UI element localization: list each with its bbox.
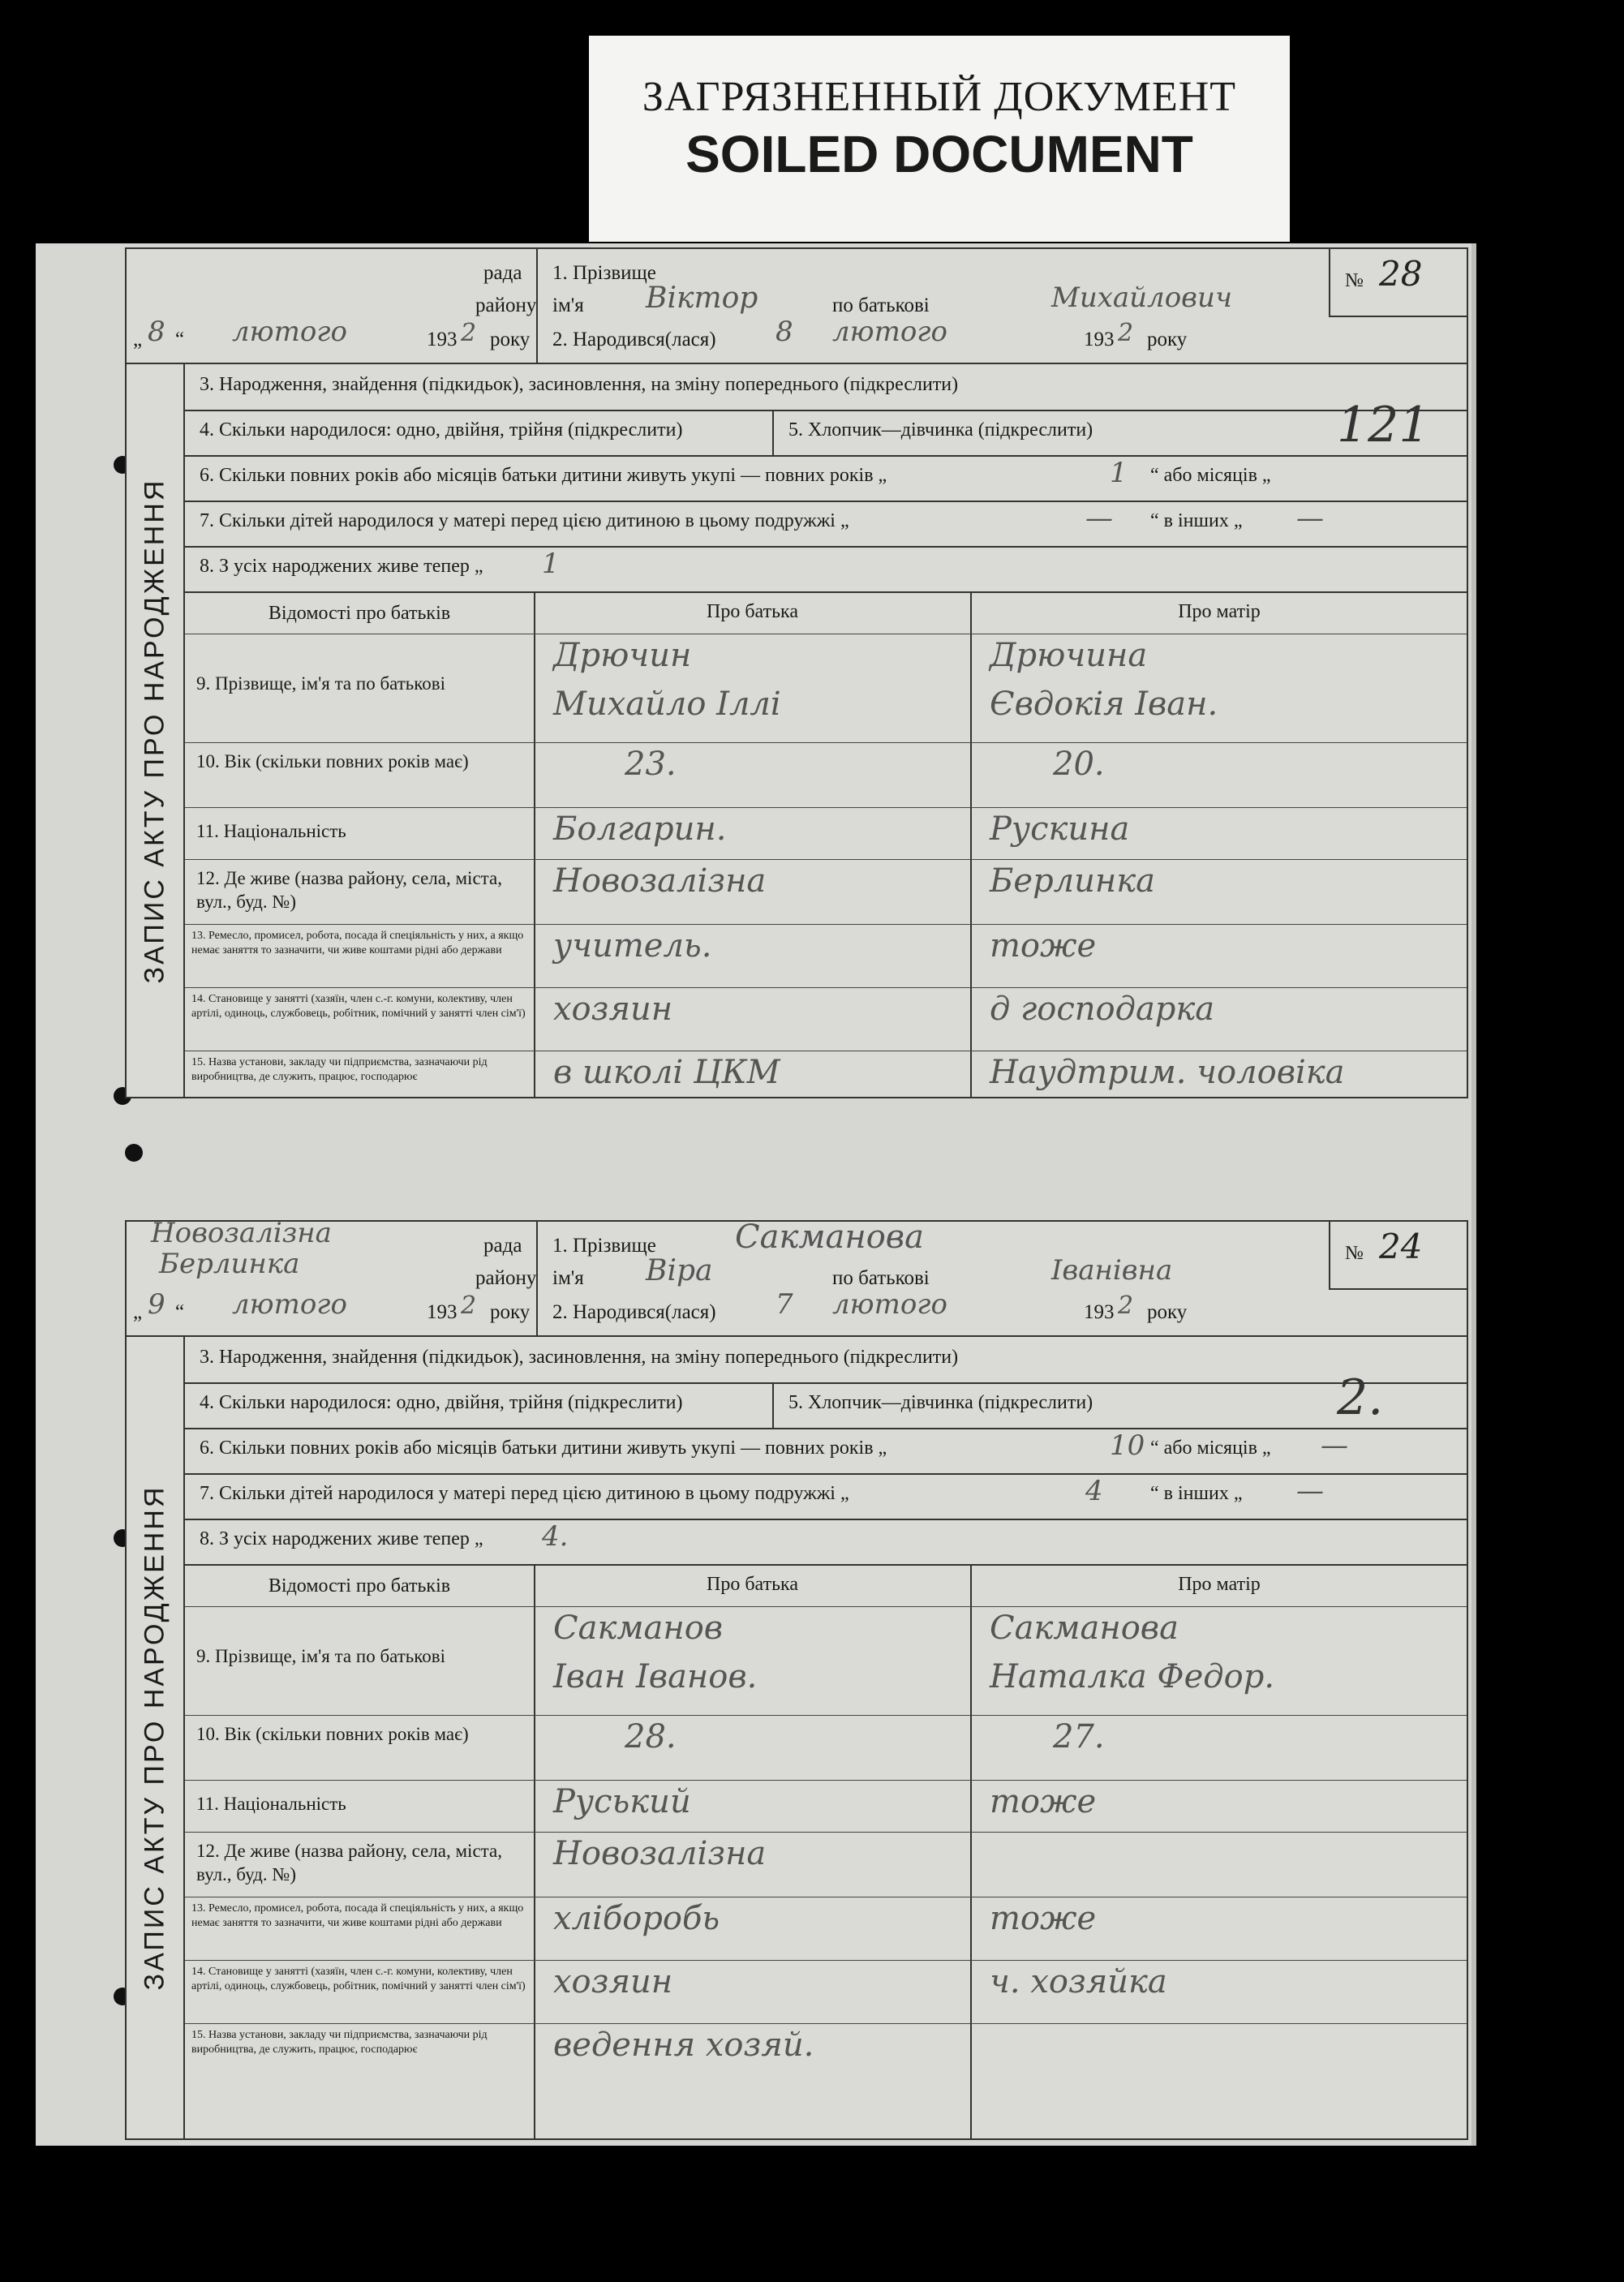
question-7: 7. Скільки дітей народилося у матері перед цією дитиною в цьому подружжі „ <box>200 1483 849 1504</box>
father-workplace: ведення хозяй. <box>553 2026 814 2064</box>
father-name: Михайло Іллі <box>553 685 781 723</box>
name-label: ім'я <box>552 1267 584 1289</box>
born-month: лютого <box>832 316 947 348</box>
register-page <box>36 243 1476 2146</box>
parents-table-header <box>185 1566 1467 1607</box>
question-6: 6. Скільки повних років або місяців батьки дитини живуть укупі — повних років „ <box>200 1438 887 1459</box>
row-12-residence <box>185 1832 1467 1897</box>
mother-status: д господарка <box>990 991 1215 1028</box>
row-13-label: 13. Ремесло, промисел, робота, посада й спеціяльність у них, а якщо немає заняття то зазначити, чи живе коштами рідні або держави <box>191 930 524 956</box>
reg-year-digit: 2 <box>461 1291 477 1320</box>
rada-label: рада <box>483 262 522 284</box>
margin-note: 2. <box>1337 1369 1384 1426</box>
question-7-row <box>185 501 1467 548</box>
reg-year-prefix: 193 <box>427 329 458 350</box>
born-year-label: року <box>1147 329 1188 350</box>
rayon-label: району <box>475 294 537 316</box>
record-number-box <box>1329 249 1467 317</box>
mother-nationality: Рускина <box>990 810 1130 848</box>
row-13-label: 13. Ремесло, промисел, робота, посада й спеціяльність у них, а якщо немає заняття то зазначити, чи живе коштами рідні або держави <box>191 1902 524 1929</box>
col-father: Про батька <box>707 1574 798 1595</box>
q7-other: — <box>1296 1475 1324 1507</box>
reg-year-label: року <box>490 329 531 350</box>
col-mother: Про матір <box>1178 1574 1261 1595</box>
born-year-label: року <box>1147 1301 1188 1323</box>
rada-value: Новозалізна <box>151 1217 332 1249</box>
birth-record-card <box>125 1217 1468 2140</box>
row-9-name <box>185 634 1467 743</box>
q6-years: 10 <box>1110 1429 1145 1462</box>
born-year-digit: 2 <box>1118 319 1134 347</box>
mother-workplace: Наудтрим. чоловіка <box>990 1054 1345 1091</box>
row-9-name <box>185 1606 1467 1716</box>
surname-label: 1. Прізвище <box>552 1235 656 1257</box>
rayon-value: Берлинка <box>159 1248 300 1280</box>
record-number-box <box>1329 1222 1467 1290</box>
rada-label: рада <box>483 1235 522 1257</box>
col-parents-info: Відомості про батьків <box>268 603 451 624</box>
mother-name: Євдокія Іван. <box>990 685 1218 723</box>
q6-months: — <box>1321 1429 1348 1462</box>
question-8-row <box>185 1519 1467 1566</box>
row-9-label: 9. Прізвище, ім'я та по батькові <box>196 1646 446 1666</box>
number-sign: № <box>1345 1243 1364 1264</box>
mother-status: ч. хозяйка <box>990 1963 1167 2001</box>
child-name: Віра <box>646 1254 713 1287</box>
patronymic-label: по батькові <box>832 294 930 316</box>
q7-other: — <box>1296 502 1324 535</box>
row-12-label: 12. Де живе (назва району, села, міста, вул., буд. №) <box>196 868 502 912</box>
reg-day: 9 <box>148 1288 165 1321</box>
question-6-row <box>185 455 1467 502</box>
question-6-row <box>185 1428 1467 1475</box>
child-patronymic: Михайлович <box>1051 281 1233 314</box>
father-age: 28. <box>625 1718 677 1756</box>
q7-this-marriage: 4 <box>1085 1475 1103 1507</box>
parents-table <box>185 593 1467 1097</box>
side-title-column <box>127 1337 185 2138</box>
question-3: 3. Народження, знайдення (підкидьок), засиновлення, на зміну попереднього (підкреслити) <box>200 1347 959 1368</box>
row-15-workplace <box>185 2023 1467 2138</box>
father-residence: Новозалізна <box>553 862 767 900</box>
col-father: Про батька <box>707 601 798 622</box>
question-6-months-label: “ або місяців „ <box>1150 1438 1271 1459</box>
mother-occupation: тоже <box>990 927 1097 965</box>
row-14-label: 14. Становище у занятті (хазяїн, член с.-г. комуни, колективу, член артілі, одиноць, службовець, робітник, помічний у занятті член сім'ї) <box>191 1966 526 1992</box>
mother-residence: Берлинка <box>990 862 1155 900</box>
mother-age: 20. <box>1053 746 1105 783</box>
mother-occupation: тоже <box>990 1900 1097 1937</box>
question-7-row <box>185 1473 1467 1520</box>
row-11-nationality <box>185 1780 1467 1833</box>
born-label: 2. Народився(лася) <box>552 1301 716 1323</box>
born-year-prefix: 193 <box>1084 329 1115 350</box>
stamp-english: SOILED DOCUMENT <box>685 125 1193 183</box>
number-sign: № <box>1345 270 1364 291</box>
father-workplace: в школі ЦКМ <box>553 1054 780 1091</box>
birth-record-card <box>125 247 1468 1098</box>
question-4: 4. Скільки народилося: одно, двійня, трійня (підкреслити) <box>200 1392 683 1413</box>
mother-surname: Сакманова <box>990 1609 1179 1647</box>
question-3-row <box>185 1337 1467 1384</box>
row-9-label: 9. Прізвище, ім'я та по батькові <box>196 673 446 694</box>
row-11-label: 11. Національність <box>196 821 346 841</box>
rayon-label: району <box>475 1267 537 1289</box>
q8-living: 4. <box>542 1520 569 1553</box>
side-title-column <box>127 364 185 1097</box>
row-10-label: 10. Вік (скільки повних років має) <box>196 751 469 771</box>
row-11-nationality <box>185 807 1467 860</box>
stamp-russian: ЗАГРЯЗНЕННЫЙ ДОКУМЕНТ <box>642 74 1237 120</box>
margin-note: 121 <box>1337 397 1430 453</box>
born-year-digit: 2 <box>1118 1291 1134 1320</box>
row-15-label: 15. Назва установи, закладу чи підприємства, зазначаючи рід виробництва, де служить, працює, господарює <box>191 2029 488 2056</box>
reg-year-prefix: 193 <box>427 1301 458 1323</box>
mother-name: Наталка Федор. <box>990 1658 1275 1695</box>
born-day: 7 <box>775 1288 793 1321</box>
surname-label: 1. Прізвище <box>552 262 656 284</box>
question-4: 4. Скільки народилося: одно, двійня, трійня (підкреслити) <box>200 419 683 440</box>
father-status: хозяин <box>553 1963 673 2001</box>
question-8: 8. З усіх народжених живе тепер „ <box>200 556 483 577</box>
row-15-label: 15. Назва установи, закладу чи підприємства, зазначаючи рід виробництва, де служить, працює, господарює <box>191 1056 488 1083</box>
reg-month: лютого <box>232 1288 347 1321</box>
father-nationality: Руський <box>553 1783 691 1820</box>
row-14-status <box>185 987 1467 1051</box>
reg-month: лютого <box>232 316 347 348</box>
question-5: 5. Хлопчик—дівчинка (підкреслити) <box>788 419 1093 440</box>
question-3: 3. Народження, знайдення (підкидьок), засиновлення, на зміну попереднього (підкреслити) <box>200 374 959 395</box>
row-12-label: 12. Де живе (назва району, села, міста, вул., буд. №) <box>196 1841 502 1884</box>
side-title: ЗАПИС АКТУ ПРО НАРОДЖЕННЯ <box>139 1485 170 1991</box>
row-11-label: 11. Національність <box>196 1794 346 1814</box>
parents-table-header <box>185 593 1467 634</box>
binding-hole <box>125 1144 143 1162</box>
father-name: Іван Іванов. <box>553 1658 758 1695</box>
father-surname: Дрючин <box>553 637 692 674</box>
row-10-age <box>185 742 1467 808</box>
side-title: ЗАПИС АКТУ ПРО НАРОДЖЕННЯ <box>139 478 170 983</box>
row-10-label: 10. Вік (скільки повних років має) <box>196 1724 469 1744</box>
name-label: ім'я <box>552 294 584 316</box>
record-number: 28 <box>1379 254 1423 294</box>
question-6-months-label: “ або місяців „ <box>1150 465 1271 486</box>
born-day: 8 <box>775 316 793 348</box>
row-12-residence <box>185 859 1467 925</box>
parents-table <box>185 1566 1467 2138</box>
col-mother: Про матір <box>1178 601 1261 622</box>
q6-years: 1 <box>1110 457 1128 489</box>
born-year-prefix: 193 <box>1084 1301 1115 1323</box>
father-occupation: учитель. <box>553 927 712 965</box>
question-5: 5. Хлопчик—дівчинка (підкреслити) <box>788 1392 1093 1413</box>
father-age: 23. <box>625 746 677 783</box>
question-7-other-label: “ в інших „ <box>1150 1483 1243 1504</box>
row-10-age <box>185 1715 1467 1781</box>
father-nationality: Болгарин. <box>553 810 727 848</box>
reg-day: 8 <box>148 316 165 348</box>
row-15-workplace <box>185 1051 1467 1097</box>
q7-this-marriage: — <box>1085 502 1113 535</box>
child-name: Віктор <box>646 281 758 315</box>
child-patronymic: Іванівна <box>1051 1254 1173 1287</box>
record-number: 24 <box>1379 1227 1423 1266</box>
question-8: 8. З усіх народжених живе тепер „ <box>200 1528 483 1549</box>
question-6: 6. Скільки повних років або місяців батьки дитини живуть укупі — повних років „ <box>200 465 887 486</box>
record-header: рада району „ 8 “ лютого 193 2 року 1. Прізвище ім'я Віктор по батькові Михайлович 2. Народився(лася) 8 лютого 193 2 року № 28 <box>127 249 1467 364</box>
father-occupation: хліборобь <box>553 1900 720 1937</box>
mother-age: 27. <box>1053 1718 1105 1756</box>
row-13-occupation <box>185 1897 1467 1961</box>
soiled-document-stamp <box>589 36 1290 242</box>
question-4-5-row <box>185 1369 1467 1429</box>
mother-nationality: тоже <box>990 1783 1097 1820</box>
child-surname: Сакманова <box>735 1218 924 1256</box>
question-4-5-row <box>185 397 1467 457</box>
patronymic-label: по батькові <box>832 1267 930 1289</box>
row-13-occupation <box>185 924 1467 988</box>
question-7: 7. Скільки дітей народилося у матері перед цією дитиною в цьому подружжі „ <box>200 510 849 531</box>
row-14-status <box>185 1960 1467 2024</box>
mother-surname: Дрючина <box>990 637 1148 674</box>
father-surname: Сакманов <box>553 1609 724 1647</box>
record-header: Новозалізна рада Берлинка району „ 9 “ лютого 193 2 року 1. Прізвище Сакманова ім'я Віра по батькові Іванівна 2. Народився(лася) 7 лютого 193 2 року № 24 <box>127 1222 1467 1337</box>
father-residence: Новозалізна <box>553 1835 767 1872</box>
col-parents-info: Відомості про батьків <box>268 1575 451 1597</box>
father-status: хозяин <box>553 991 673 1028</box>
row-14-label: 14. Становище у занятті (хазяїн, член с.-г. комуни, колективу, член артілі, одиноць, службовець, робітник, помічний у занятті член сім'ї) <box>191 993 526 1020</box>
question-3-row <box>185 364 1467 411</box>
question-8-row <box>185 546 1467 593</box>
reg-year-digit: 2 <box>461 319 477 347</box>
question-7-other-label: “ в інших „ <box>1150 510 1243 531</box>
reg-year-label: року <box>490 1301 531 1323</box>
q8-living: 1 <box>542 548 560 580</box>
born-month: лютого <box>832 1288 947 1321</box>
born-label: 2. Народився(лася) <box>552 329 716 350</box>
